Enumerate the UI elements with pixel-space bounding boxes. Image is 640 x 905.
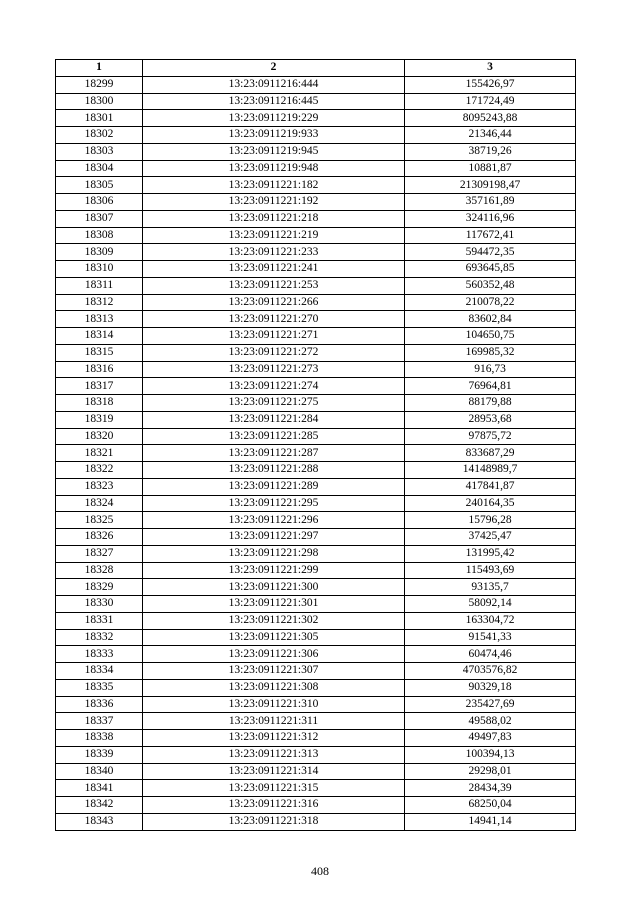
cadastral-number-cell: 13:23:0911219:948 [143, 160, 405, 177]
row-number-cell: 18322 [56, 462, 143, 479]
cadastral-number-cell: 13:23:0911221:295 [143, 495, 405, 512]
value-cell: 37425,47 [405, 529, 576, 546]
value-cell: 28953,68 [405, 411, 576, 428]
value-cell: 83602,84 [405, 311, 576, 328]
value-cell: 240164,35 [405, 495, 576, 512]
header-row [56, 60, 576, 77]
value-cell: 14148989,7 [405, 462, 576, 479]
value-cell: 14941,14 [405, 813, 576, 830]
value-cell: 171724,49 [405, 93, 576, 110]
cadastral-number-cell: 13:23:0911219:945 [143, 143, 405, 160]
value-cell: 58092,14 [405, 596, 576, 613]
table-row [56, 110, 576, 127]
value-cell: 324116,96 [405, 210, 576, 227]
cadastral-number-cell: 13:23:0911221:301 [143, 596, 405, 613]
table-row [56, 76, 576, 93]
value-cell: 163304,72 [405, 612, 576, 629]
row-number-cell: 18299 [56, 76, 143, 93]
value-cell: 28434,39 [405, 780, 576, 797]
cadastral-number-cell: 13:23:0911221:273 [143, 361, 405, 378]
column-header-2: 2 [143, 60, 405, 77]
cadastral-number-cell: 13:23:0911221:218 [143, 210, 405, 227]
row-number-cell: 18301 [56, 110, 143, 127]
row-number-cell: 18342 [56, 797, 143, 814]
value-cell: 8095243,88 [405, 110, 576, 127]
cadastral-number-cell: 13:23:0911221:182 [143, 177, 405, 194]
value-cell: 115493,69 [405, 562, 576, 579]
row-number-cell: 18302 [56, 127, 143, 144]
row-number-cell: 18323 [56, 478, 143, 495]
value-cell: 68250,04 [405, 797, 576, 814]
row-number-cell: 18327 [56, 545, 143, 562]
value-cell: 100394,13 [405, 746, 576, 763]
cadastral-number-cell: 13:23:0911221:313 [143, 746, 405, 763]
value-cell: 76964,81 [405, 378, 576, 395]
row-number-cell: 18320 [56, 428, 143, 445]
row-number-cell: 18334 [56, 663, 143, 680]
table-row [56, 261, 576, 278]
cadastral-number-cell: 13:23:0911221:316 [143, 797, 405, 814]
table-row [56, 395, 576, 412]
cadastral-number-cell: 13:23:0911221:266 [143, 294, 405, 311]
cadastral-number-cell: 13:23:0911221:312 [143, 730, 405, 747]
cadastral-number-cell: 13:23:0911221:274 [143, 378, 405, 395]
value-cell: 93135,7 [405, 579, 576, 596]
row-number-cell: 18338 [56, 730, 143, 747]
cadastral-number-cell: 13:23:0911221:272 [143, 344, 405, 361]
table-row [56, 746, 576, 763]
value-cell: 104650,75 [405, 328, 576, 345]
table-row [56, 478, 576, 495]
cadastral-number-cell: 13:23:0911216:444 [143, 76, 405, 93]
value-cell: 594472,35 [405, 244, 576, 261]
cadastral-number-cell: 13:23:0911221:307 [143, 663, 405, 680]
column-header-1: 1 [56, 60, 143, 77]
cadastral-number-cell: 13:23:0911221:297 [143, 529, 405, 546]
table-row [56, 545, 576, 562]
table-row [56, 127, 576, 144]
value-cell: 15796,28 [405, 512, 576, 529]
table-row [56, 143, 576, 160]
row-number-cell: 18310 [56, 261, 143, 278]
cadastral-number-cell: 13:23:0911221:302 [143, 612, 405, 629]
row-number-cell: 18341 [56, 780, 143, 797]
row-number-cell: 18303 [56, 143, 143, 160]
row-number-cell: 18312 [56, 294, 143, 311]
table-row [56, 679, 576, 696]
table-row [56, 277, 576, 294]
cadastral-number-cell: 13:23:0911221:289 [143, 478, 405, 495]
value-cell: 169985,32 [405, 344, 576, 361]
row-number-cell: 18317 [56, 378, 143, 395]
cadastral-number-cell: 13:23:0911221:271 [143, 328, 405, 345]
row-number-cell: 18339 [56, 746, 143, 763]
table-row [56, 160, 576, 177]
cadastral-number-cell: 13:23:0911221:298 [143, 545, 405, 562]
table-row [56, 612, 576, 629]
row-number-cell: 18304 [56, 160, 143, 177]
row-number-cell: 18315 [56, 344, 143, 361]
row-number-cell: 18336 [56, 696, 143, 713]
row-number-cell: 18326 [56, 529, 143, 546]
row-number-cell: 18321 [56, 445, 143, 462]
table-row [56, 177, 576, 194]
value-cell: 916,73 [405, 361, 576, 378]
table-row [56, 495, 576, 512]
row-number-cell: 18311 [56, 277, 143, 294]
row-number-cell: 18305 [56, 177, 143, 194]
cadastral-number-cell: 13:23:0911221:311 [143, 713, 405, 730]
value-cell: 131995,42 [405, 545, 576, 562]
value-cell: 60474,46 [405, 646, 576, 663]
row-number-cell: 18330 [56, 596, 143, 613]
cadastral-number-cell: 13:23:0911221:284 [143, 411, 405, 428]
value-cell: 560352,48 [405, 277, 576, 294]
row-number-cell: 18332 [56, 629, 143, 646]
value-cell: 417841,87 [405, 478, 576, 495]
row-number-cell: 18307 [56, 210, 143, 227]
cadastral-number-cell: 13:23:0911221:299 [143, 562, 405, 579]
table-row [56, 227, 576, 244]
row-number-cell: 18316 [56, 361, 143, 378]
table-row [56, 210, 576, 227]
cadastral-number-cell: 13:23:0911219:229 [143, 110, 405, 127]
table-row [56, 294, 576, 311]
cadastral-number-cell: 13:23:0911221:300 [143, 579, 405, 596]
table-row [56, 646, 576, 663]
table-row [56, 244, 576, 261]
table-row [56, 562, 576, 579]
value-cell: 210078,22 [405, 294, 576, 311]
table-row [56, 378, 576, 395]
table-row [56, 713, 576, 730]
cadastral-number-cell: 13:23:0911221:275 [143, 395, 405, 412]
column-header-3: 3 [405, 60, 576, 77]
row-number-cell: 18308 [56, 227, 143, 244]
cadastral-number-cell: 13:23:0911221:296 [143, 512, 405, 529]
table-row [56, 696, 576, 713]
cadastral-number-cell: 13:23:0911221:241 [143, 261, 405, 278]
cadastral-number-cell: 13:23:0911216:445 [143, 93, 405, 110]
row-number-cell: 18329 [56, 579, 143, 596]
table-row [56, 579, 576, 596]
value-cell: 97875,72 [405, 428, 576, 445]
value-cell: 235427,69 [405, 696, 576, 713]
table-row [56, 596, 576, 613]
row-number-cell: 18325 [56, 512, 143, 529]
cadastral-number-cell: 13:23:0911221:305 [143, 629, 405, 646]
value-cell: 4703576,82 [405, 663, 576, 680]
table-row [56, 813, 576, 830]
table-row [56, 462, 576, 479]
value-cell: 88179,88 [405, 395, 576, 412]
cadastral-number-cell: 13:23:0911221:315 [143, 780, 405, 797]
table-row [56, 428, 576, 445]
table-row [56, 529, 576, 546]
cadastral-number-cell: 13:23:0911221:288 [143, 462, 405, 479]
cadastral-number-cell: 13:23:0911221:192 [143, 194, 405, 211]
value-cell: 90329,18 [405, 679, 576, 696]
row-number-cell: 18306 [56, 194, 143, 211]
cadastral-number-cell: 13:23:0911221:310 [143, 696, 405, 713]
value-cell: 38719,26 [405, 143, 576, 160]
cadastral-number-cell: 13:23:0911221:233 [143, 244, 405, 261]
row-number-cell: 18319 [56, 411, 143, 428]
table-row [56, 328, 576, 345]
value-cell: 29298,01 [405, 763, 576, 780]
value-cell: 49497,83 [405, 730, 576, 747]
cadastral-number-cell: 13:23:0911221:253 [143, 277, 405, 294]
page-number: 408 [311, 864, 329, 878]
row-number-cell: 18328 [56, 562, 143, 579]
table-row [56, 411, 576, 428]
cadastral-number-cell: 13:23:0911219:933 [143, 127, 405, 144]
value-cell: 21346,44 [405, 127, 576, 144]
row-number-cell: 18318 [56, 395, 143, 412]
value-cell: 693645,85 [405, 261, 576, 278]
value-cell: 91541,33 [405, 629, 576, 646]
cadastral-number-cell: 13:23:0911221:308 [143, 679, 405, 696]
table-row [56, 663, 576, 680]
cadastral-number-cell: 13:23:0911221:287 [143, 445, 405, 462]
table-row [56, 730, 576, 747]
row-number-cell: 18340 [56, 763, 143, 780]
row-number-cell: 18337 [56, 713, 143, 730]
cadastral-number-cell: 13:23:0911221:285 [143, 428, 405, 445]
cadastral-number-cell: 13:23:0911221:314 [143, 763, 405, 780]
cadastral-number-cell: 13:23:0911221:318 [143, 813, 405, 830]
table-body [56, 76, 576, 830]
cadastral-number-cell: 13:23:0911221:306 [143, 646, 405, 663]
table-row [56, 344, 576, 361]
row-number-cell: 18343 [56, 813, 143, 830]
row-number-cell: 18300 [56, 93, 143, 110]
cadastral-number-cell: 13:23:0911221:270 [143, 311, 405, 328]
table-row [56, 194, 576, 211]
value-cell: 357161,89 [405, 194, 576, 211]
row-number-cell: 18324 [56, 495, 143, 512]
row-number-cell: 18309 [56, 244, 143, 261]
value-cell: 155426,97 [405, 76, 576, 93]
value-cell: 10881,87 [405, 160, 576, 177]
data-table [55, 59, 576, 831]
row-number-cell: 18331 [56, 612, 143, 629]
cadastral-number-cell: 13:23:0911221:219 [143, 227, 405, 244]
row-number-cell: 18333 [56, 646, 143, 663]
row-number-cell: 18314 [56, 328, 143, 345]
value-cell: 833687,29 [405, 445, 576, 462]
value-cell: 117672,41 [405, 227, 576, 244]
table-row [56, 311, 576, 328]
table-row [56, 361, 576, 378]
table-row [56, 780, 576, 797]
row-number-cell: 18313 [56, 311, 143, 328]
table-row [56, 763, 576, 780]
value-cell: 49588,02 [405, 713, 576, 730]
table-row [56, 629, 576, 646]
table-row [56, 445, 576, 462]
table-row [56, 93, 576, 110]
table-row [56, 512, 576, 529]
table-row [56, 797, 576, 814]
value-cell: 21309198,47 [405, 177, 576, 194]
row-number-cell: 18335 [56, 679, 143, 696]
